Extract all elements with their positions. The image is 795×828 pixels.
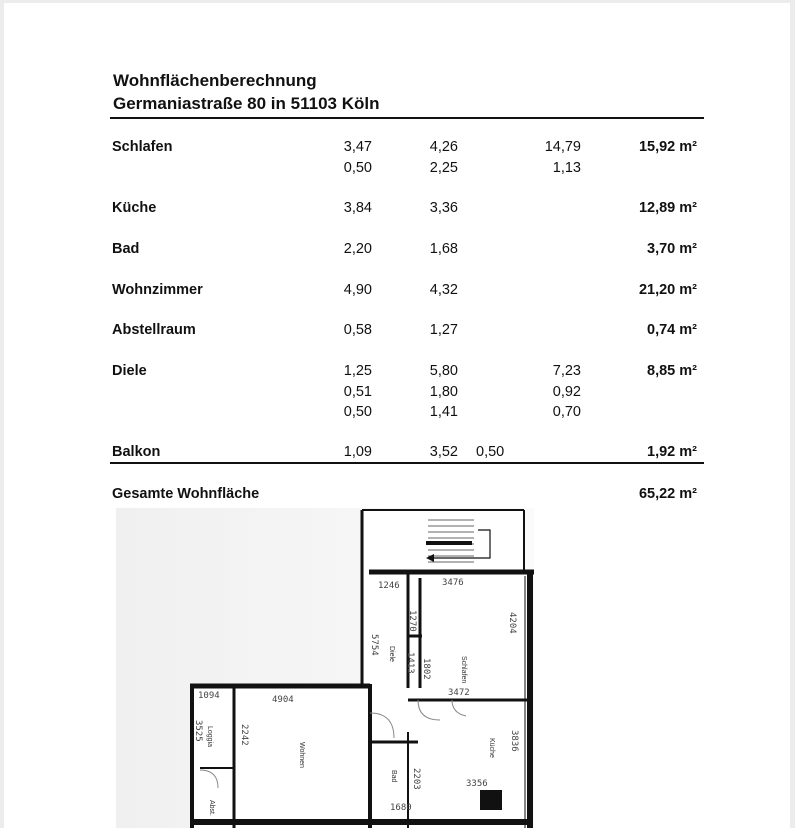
header-rule (110, 117, 704, 119)
measure-4904: 4904 (272, 695, 294, 705)
measure-3476: 3476 (442, 578, 464, 588)
measure-3836: 3836 (509, 730, 519, 752)
room-total: 12,89 m² (638, 200, 697, 216)
room-total: 8,85 m² (647, 363, 697, 379)
stair-landing (426, 541, 472, 545)
room-total: 21,20 m² (638, 282, 697, 298)
measure-1802: 1802 (421, 658, 431, 680)
room-total: 15,92 m² (638, 139, 697, 155)
room-width: 1,80 (429, 384, 458, 400)
measure-5754: 5754 (369, 634, 379, 656)
plan-label-kueche: Küche (488, 738, 495, 758)
measure-3356: 3356 (466, 779, 488, 789)
room-partial-area: 14,79 (544, 139, 581, 155)
measure-1270: 1270 (407, 610, 417, 632)
plan-label-bad: Bad (390, 770, 397, 783)
room-width: 3,52 (429, 444, 458, 460)
room-length: 2,20 (343, 241, 372, 257)
room-width: 1,41 (429, 404, 458, 420)
measure-3472: 3472 (448, 688, 470, 698)
room-total: 1,92 m² (647, 444, 697, 460)
measure-2203: 2203 (411, 768, 421, 790)
room-length: 3,47 (343, 139, 372, 155)
measure-1413: 1413 (405, 652, 415, 674)
measure-4204: 4204 (507, 612, 517, 634)
measure-1680: 1680 (390, 803, 412, 813)
room-label: Bad (112, 241, 140, 257)
room-label: Balkon (112, 444, 161, 460)
room-total: 0,74 m² (647, 322, 697, 338)
room-width: 1,27 (429, 322, 458, 338)
room-total: 3,70 m² (647, 241, 697, 257)
room-width: 2,25 (429, 160, 458, 176)
room-length: 1,25 (343, 363, 372, 379)
plan-label-diele: Diele (388, 646, 395, 662)
plan-label-wohnen: Wohnen (298, 742, 305, 768)
room-width: 5,80 (429, 363, 458, 379)
room-label: Abstellraum (112, 322, 196, 338)
summary-label: Gesamte Wohnfläche (112, 486, 260, 502)
room-factor: 0,50 (476, 444, 505, 460)
sum-rule (110, 462, 704, 464)
plan-label-schlafen: Schlafen (460, 656, 467, 684)
room-label: Diele (112, 363, 147, 379)
measure-1094: 1094 (198, 691, 220, 701)
room-length: 0,50 (343, 404, 372, 420)
room-partial-area: 0,70 (552, 404, 581, 420)
room-label: Wohnzimmer (112, 282, 203, 298)
room-label: Küche (112, 200, 157, 216)
plan-label-abst: Abst. (208, 800, 215, 816)
plan-label-loggia: Loggia (206, 726, 213, 748)
room-partial-area: 0,92 (552, 384, 581, 400)
room-length: 0,58 (343, 322, 372, 338)
room-partial-area: 1,13 (552, 160, 581, 176)
room-width: 1,68 (429, 241, 458, 257)
measure-1246: 1246 (378, 581, 400, 591)
room-width: 3,36 (429, 200, 458, 216)
room-length: 1,09 (343, 444, 372, 460)
measure-3525: 3525 (193, 720, 203, 742)
room-width: 4,32 (429, 282, 458, 298)
document-page (4, 3, 790, 828)
document-title: Wohnflächenberechnung (113, 71, 317, 90)
chimney-block (480, 790, 502, 810)
summary-total: 65,22 m² (638, 486, 697, 502)
room-length: 3,84 (343, 200, 372, 216)
room-partial-area: 7,23 (552, 363, 581, 379)
room-length: 0,50 (343, 160, 372, 176)
room-label: Schlafen (112, 139, 173, 155)
measure-2242: 2242 (239, 724, 249, 746)
floor-plan (4, 508, 790, 828)
room-width: 4,26 (429, 139, 458, 155)
document-address: Germaniastraße 80 in 51103 Köln (113, 94, 380, 113)
room-length: 4,90 (343, 282, 372, 298)
room-length: 0,51 (343, 384, 372, 400)
